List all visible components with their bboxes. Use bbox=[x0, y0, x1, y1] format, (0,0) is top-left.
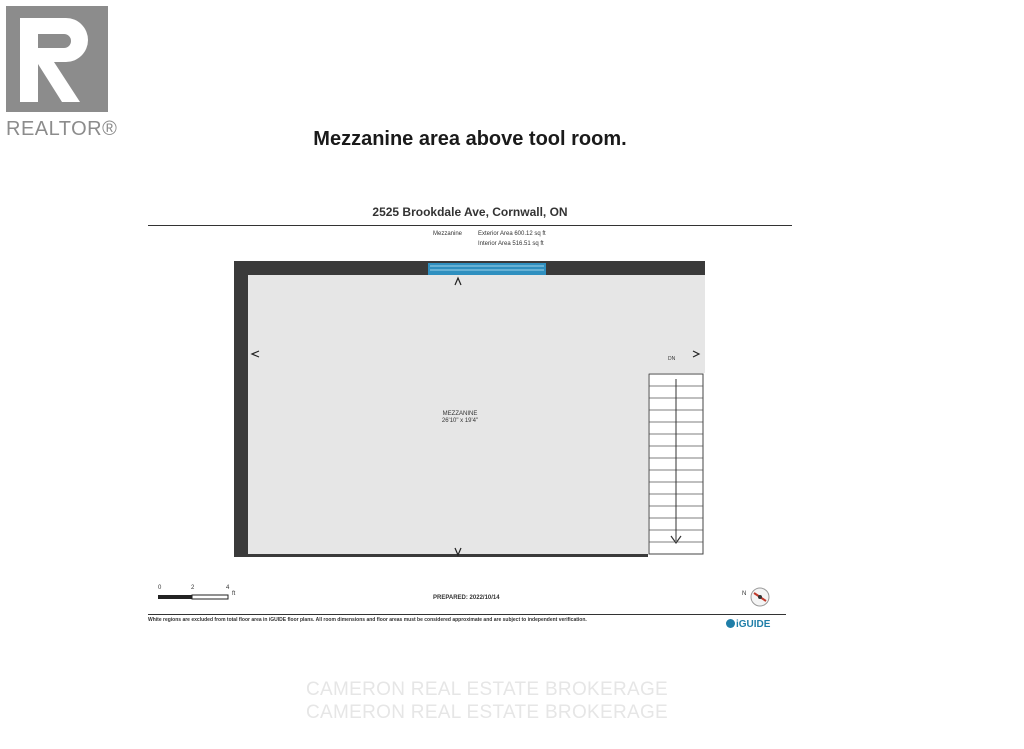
realtor-logo-text: REALTOR® bbox=[6, 118, 118, 140]
exterior-area: Exterior Area 600.12 sq ft bbox=[478, 231, 546, 237]
footer-rule bbox=[148, 614, 786, 615]
scale-tick: 4 bbox=[226, 585, 230, 591]
iguide-mark-icon bbox=[726, 619, 735, 628]
prepared-date: PREPARED: 2022/10/14 bbox=[433, 595, 500, 601]
header-rule bbox=[148, 225, 792, 226]
room-label bbox=[400, 411, 520, 425]
property-address: 2525 Brookdale Ave, Cornwall, ON bbox=[372, 205, 568, 219]
watermark-line: CAMERON REAL ESTATE BROKERAGE bbox=[306, 679, 669, 700]
compass-icon bbox=[742, 585, 774, 609]
room-name: MEZZANINE bbox=[442, 411, 478, 417]
scale-graphic bbox=[158, 593, 234, 601]
room-dimensions: 26'10" x 19'4" bbox=[441, 418, 479, 424]
watermark-line: CAMERON REAL ESTATE BROKERAGE bbox=[306, 702, 669, 723]
realtor-logo-mark bbox=[6, 6, 108, 112]
scale-tick: 2 bbox=[191, 585, 195, 591]
scale-unit: ft bbox=[232, 591, 236, 597]
window bbox=[428, 263, 546, 275]
stair-direction: DN bbox=[668, 356, 676, 362]
floor-plan bbox=[234, 261, 706, 559]
open-edge bbox=[691, 275, 705, 373]
iguide-logo-text: iGUIDE bbox=[736, 619, 771, 630]
iguide-logo bbox=[726, 619, 770, 630]
svg-text:N: N bbox=[742, 591, 747, 597]
interior-area: Interior Area 516.51 sq ft bbox=[478, 241, 544, 247]
disclaimer-text: White regions are excluded from total floor area in iGUIDE floor plans. All room dimensions and floor areas must be considered approximate and are subject to independent verification. bbox=[148, 617, 587, 623]
page-heading: Mezzanine area above tool room. bbox=[313, 128, 627, 150]
floor-label: Mezzanine bbox=[433, 231, 463, 237]
realtor-logo bbox=[6, 6, 118, 140]
scale-tick: 0 bbox=[158, 585, 162, 591]
